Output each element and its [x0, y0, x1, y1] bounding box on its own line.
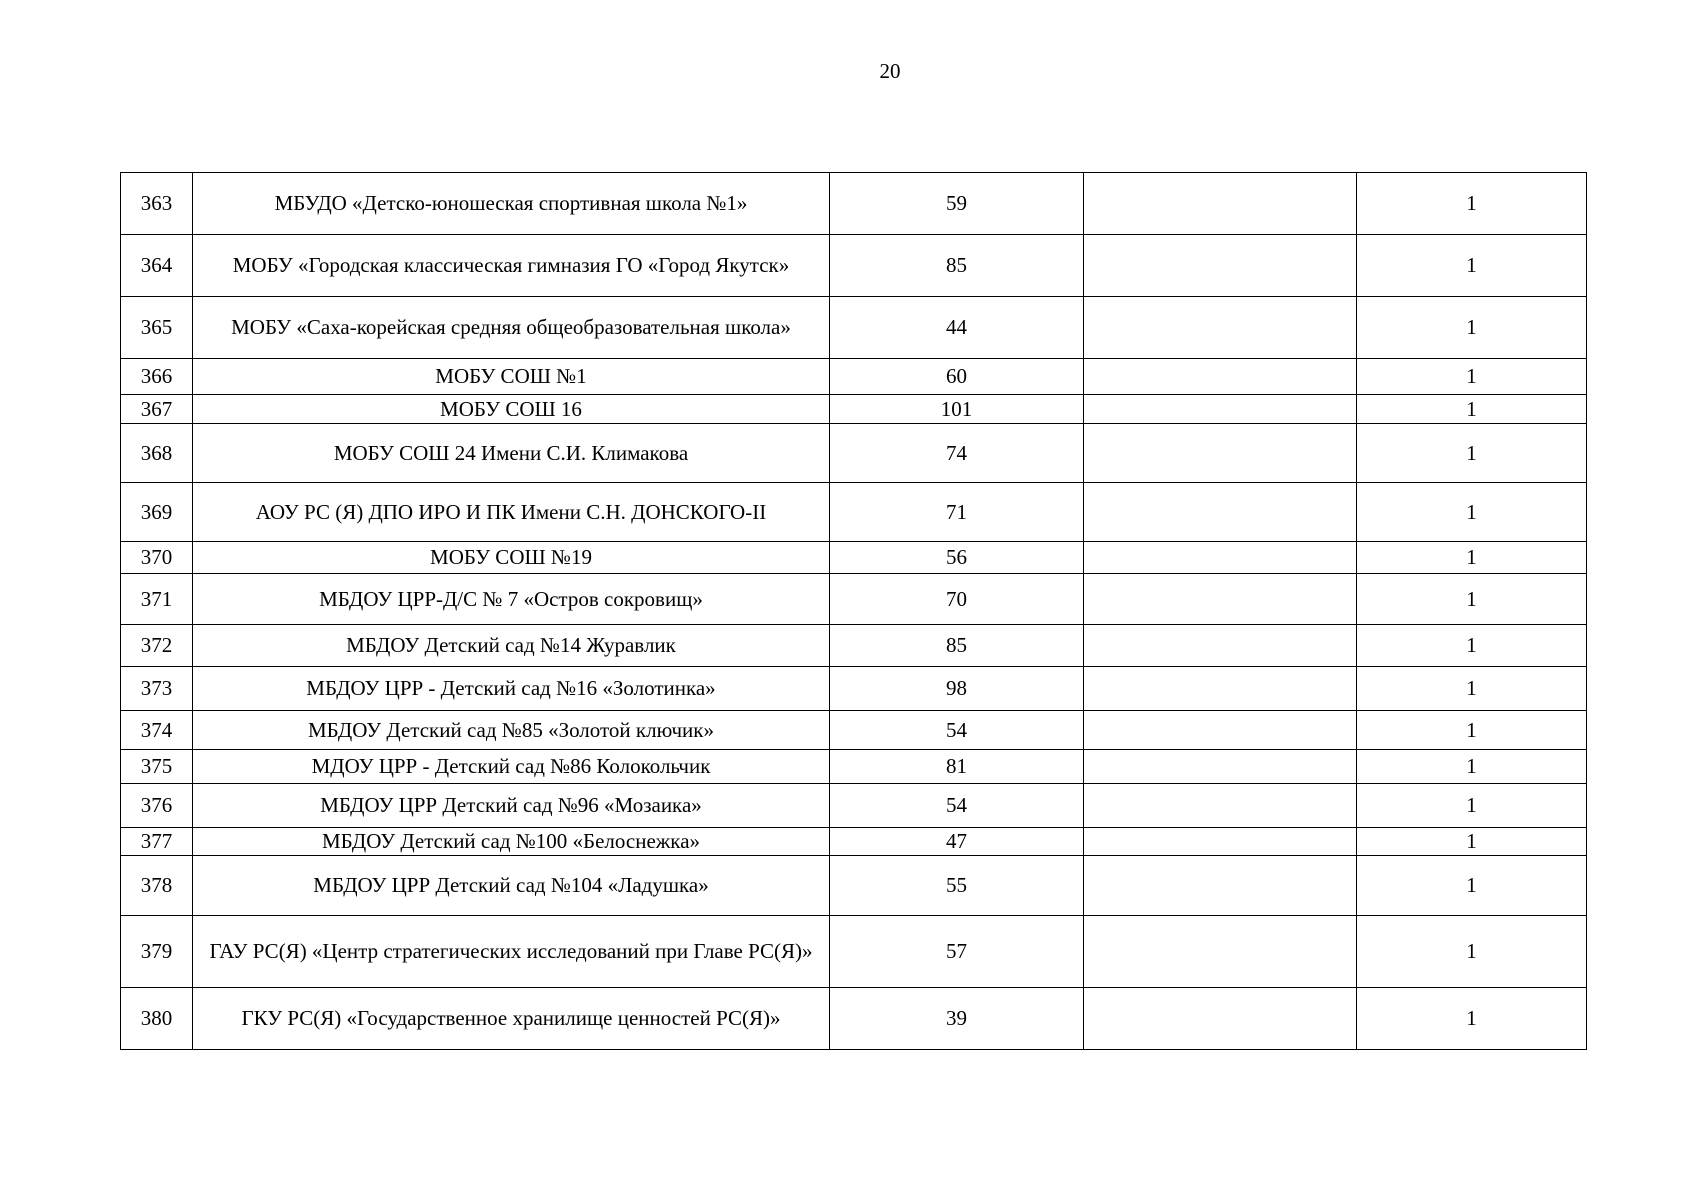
table-row — [121, 625, 1587, 667]
empty-cell — [1084, 173, 1357, 235]
organization-name: МОБУ СОШ №1 — [193, 359, 830, 395]
organization-name: ГКУ РС(Я) «Государственное хранилище ценностей РС(Я)» — [193, 988, 830, 1050]
row-number: 377 — [121, 828, 193, 856]
value-cell: 85 — [830, 235, 1084, 297]
empty-cell — [1084, 359, 1357, 395]
count-cell: 1 — [1357, 828, 1587, 856]
organization-name: МБДОУ ЦРР - Детский сад №16 «Золотинка» — [193, 667, 830, 711]
count-cell: 1 — [1357, 750, 1587, 784]
empty-cell — [1084, 711, 1357, 750]
row-number: 365 — [121, 297, 193, 359]
table-row — [121, 424, 1587, 483]
empty-cell — [1084, 235, 1357, 297]
row-number: 370 — [121, 542, 193, 574]
organization-name: МБДОУ Детский сад №100 «Белоснежка» — [193, 828, 830, 856]
empty-cell — [1084, 916, 1357, 988]
value-cell: 98 — [830, 667, 1084, 711]
data-table — [120, 172, 1587, 1050]
row-number: 375 — [121, 750, 193, 784]
value-cell: 57 — [830, 916, 1084, 988]
value-cell: 54 — [830, 711, 1084, 750]
value-cell: 71 — [830, 483, 1084, 542]
count-cell: 1 — [1357, 711, 1587, 750]
count-cell: 1 — [1357, 542, 1587, 574]
table-row — [121, 542, 1587, 574]
row-number: 376 — [121, 784, 193, 828]
table-row — [121, 667, 1587, 711]
count-cell: 1 — [1357, 988, 1587, 1050]
value-cell: 81 — [830, 750, 1084, 784]
empty-cell — [1084, 395, 1357, 424]
row-number: 364 — [121, 235, 193, 297]
table-row — [121, 750, 1587, 784]
row-number: 378 — [121, 856, 193, 916]
row-number: 380 — [121, 988, 193, 1050]
value-cell: 55 — [830, 856, 1084, 916]
table-row — [121, 235, 1587, 297]
row-number: 373 — [121, 667, 193, 711]
table-row — [121, 856, 1587, 916]
count-cell: 1 — [1357, 424, 1587, 483]
value-cell: 47 — [830, 828, 1084, 856]
row-number: 372 — [121, 625, 193, 667]
organization-name: МОБУ «Городская классическая гимназия ГО «Город Якутск» — [193, 235, 830, 297]
organization-name: МБДОУ ЦРР Детский сад №104 «Ладушка» — [193, 856, 830, 916]
empty-cell — [1084, 856, 1357, 916]
organization-name: МБДОУ Детский сад №85 «Золотой ключик» — [193, 711, 830, 750]
organization-name: МОБУ «Саха-корейская средняя общеобразовательная школа» — [193, 297, 830, 359]
value-cell: 85 — [830, 625, 1084, 667]
value-cell: 54 — [830, 784, 1084, 828]
count-cell: 1 — [1357, 667, 1587, 711]
value-cell: 39 — [830, 988, 1084, 1050]
organization-name: МОБУ СОШ 16 — [193, 395, 830, 424]
value-cell: 101 — [830, 395, 1084, 424]
empty-cell — [1084, 297, 1357, 359]
count-cell: 1 — [1357, 856, 1587, 916]
value-cell: 59 — [830, 173, 1084, 235]
table-row — [121, 483, 1587, 542]
organization-name: МБДОУ ЦРР-Д/С № 7 «Остров сокровищ» — [193, 574, 830, 625]
count-cell: 1 — [1357, 359, 1587, 395]
empty-cell — [1084, 988, 1357, 1050]
row-number: 363 — [121, 173, 193, 235]
page-number: 20 — [879, 59, 901, 83]
organization-name: АОУ РС (Я) ДПО ИРО И ПК Имени С.Н. ДОНСКОГО-II — [193, 483, 830, 542]
empty-cell — [1084, 750, 1357, 784]
table-row — [121, 711, 1587, 750]
organization-name: МБУДО «Детско-юношеская спортивная школа №1» — [193, 173, 830, 235]
count-cell: 1 — [1357, 173, 1587, 235]
value-cell: 60 — [830, 359, 1084, 395]
row-number: 367 — [121, 395, 193, 424]
row-number: 379 — [121, 916, 193, 988]
organization-name: МБДОУ ЦРР Детский сад №96 «Мозаика» — [193, 784, 830, 828]
empty-cell — [1084, 667, 1357, 711]
count-cell: 1 — [1357, 574, 1587, 625]
table-row — [121, 574, 1587, 625]
value-cell: 74 — [830, 424, 1084, 483]
row-number: 371 — [121, 574, 193, 625]
table-row — [121, 359, 1587, 395]
table-row — [121, 828, 1587, 856]
organization-name: МДОУ ЦРР - Детский сад №86 Колокольчик — [193, 750, 830, 784]
table-row — [121, 784, 1587, 828]
empty-cell — [1084, 625, 1357, 667]
empty-cell — [1084, 542, 1357, 574]
count-cell: 1 — [1357, 297, 1587, 359]
table-row — [121, 916, 1587, 988]
empty-cell — [1084, 828, 1357, 856]
table-row — [121, 297, 1587, 359]
count-cell: 1 — [1357, 784, 1587, 828]
empty-cell — [1084, 784, 1357, 828]
count-cell: 1 — [1357, 395, 1587, 424]
table-row — [121, 988, 1587, 1050]
count-cell: 1 — [1357, 916, 1587, 988]
organization-name: МОБУ СОШ №19 — [193, 542, 830, 574]
organization-name: МБДОУ Детский сад №14 Журавлик — [193, 625, 830, 667]
empty-cell — [1084, 574, 1357, 625]
empty-cell — [1084, 483, 1357, 542]
row-number: 369 — [121, 483, 193, 542]
table-row — [121, 173, 1587, 235]
value-cell: 44 — [830, 297, 1084, 359]
count-cell: 1 — [1357, 483, 1587, 542]
count-cell: 1 — [1357, 625, 1587, 667]
value-cell: 70 — [830, 574, 1084, 625]
row-number: 366 — [121, 359, 193, 395]
table-row — [121, 395, 1587, 424]
organization-name: ГАУ РС(Я) «Центр стратегических исследований при Главе РС(Я)» — [193, 916, 830, 988]
row-number: 374 — [121, 711, 193, 750]
empty-cell — [1084, 424, 1357, 483]
organization-name: МОБУ СОШ 24 Имени С.И. Климакова — [193, 424, 830, 483]
row-number: 368 — [121, 424, 193, 483]
count-cell: 1 — [1357, 235, 1587, 297]
value-cell: 56 — [830, 542, 1084, 574]
